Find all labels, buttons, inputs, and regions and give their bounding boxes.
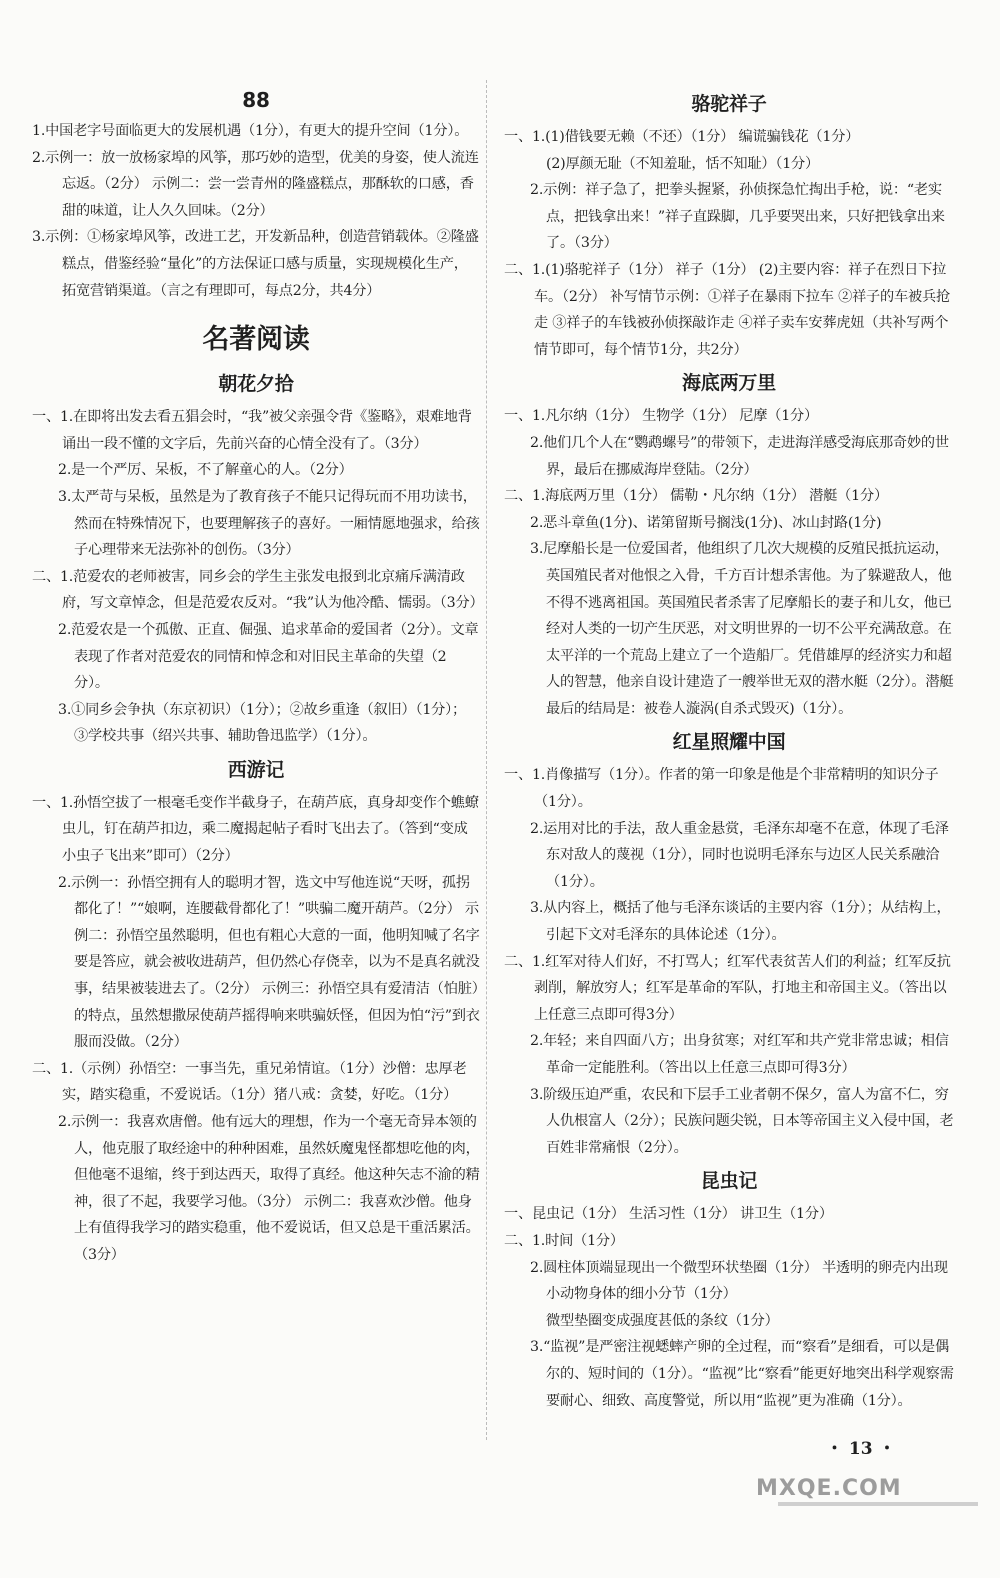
- answer-luotuo-4: 二、1.(1)骆驼祥子（1分） 祥子（1分） (2)主要内容：祥子在烈日下拉车。（2分） 补写情节示例：①祥子在暴雨下拉车 ②祥子的车被兵抢走 ③祥子的车钱被孙侦探敲诈走 ④祥子卖车安葬虎妞（共补写两个情节即可，每个情节1分，共2分）: [504, 261, 950, 358]
- answer-xiyou-1: 一、1.孙悟空拔了一根毫毛变作半截身子，在葫芦底，真身却变作个蟭蟟虫儿，钉在葫芦扣边，乘二魔揭起帖子看时飞出去了。（答到“变成小虫子飞出来”即可）（2分）: [32, 794, 479, 865]
- right-column: [504, 84, 954, 1414]
- answer-zhaohua-5: 2.范爱农是一个孤傲、正直、倔强、追求革命的爱国者（2分）。文章表现了作者对范爱农的同情和悼念和对旧民主革命的失望（2分）。: [58, 621, 479, 692]
- answer-zhaohua-6: 3.①同乡会争执（东京初识）（1分）；②故乡重逢（叙旧）（1分）；③学校共事（绍兴共事、辅助鲁迅监学）（1分）。: [58, 701, 467, 745]
- answer-kunchong-2: 二、1.时间（1分）: [504, 1232, 624, 1249]
- answer-zhaohua-3: 3.太严苛与呆板，虽然是为了教育孩子不能只记得玩而不用功读书，然而在特殊情况下，也要理解孩子的喜好。一厢情愿地强求，给孩子心理带来无法弥补的创伤。（3分）: [58, 488, 480, 559]
- answer-zhaohua-4: 二、1.范爱农的老师被害，同乡会的学生主张发电报到北京痛斥满清政府，写文章悼念，但是范爱农反对。“我”认为他冷酷、懦弱。（3分）: [32, 568, 484, 612]
- answer-haidi-3: 二、1.海底两万里（1分） 儒勒・凡尔纳（1分） 潜艇（1分）: [504, 488, 888, 505]
- answer-kunchong-5: 3.“监视”是严密注视蟋蟀产卵的全过程，而“察看”是细看，可以是偶尔的、短时间的（1分）。“监视”比“察看”能更好地突出科学观察需要耐心、细致、高度警觉，所以用“监视”更为准确（1分）。: [530, 1339, 954, 1409]
- answer-kunchong-3: 2.圆柱体顶端显现出一个微型环状垫圈（1分） 半透明的卵壳内出现小动物身体的细小分节（1分）: [530, 1259, 948, 1303]
- answer-xiyou-4: 2.示例一：我喜欢唐僧。他有远大的理想，作为一个毫无奇异本领的人，他克服了取经途中的种种困难，虽然妖魔鬼怪都想吃他的肉，但他毫不退缩，终于到达西天，取得了真经。他这种矢志不渝的精神，很了不起，我要学习他。（3分） 示例二：我喜欢沙僧。他身上有值得我学习的踏实稳重，他不爱说话，但又总是干重活累活。（3分）: [58, 1114, 480, 1263]
- answer-zhaohua-2: 2.是一个严厉、呆板，不了解童心的人。（2分）: [58, 462, 353, 479]
- answer-luotuo-2: (2)厚颜无耻（不知羞耻，恬不知耻）（1分）: [546, 155, 819, 172]
- section-title-zhaohua: 朝花夕拾: [218, 373, 294, 396]
- answer-xiyou-2: 2.示例一：孙悟空拥有人的聪明才智，选文中写他连说“天呀，孤拐都化了！”“娘啊，连腰截骨都化了！”哄骗二魔开葫芦。（2分） 示例二：孙悟空虽然聪明，但也有粗心大意的一面，他明知喊了名字要是答应，就会被收进葫芦，但仍然心存侥幸，以为不是真名就没事，结果被装进去了。（2分） 示例三：孙悟空具有爱清洁（怕脏）的特点，虽然想撒尿使葫芦摇得响来哄骗妖怪，但因为怕“污”到衣服而没做。（2分）: [58, 874, 480, 1051]
- answer-haidi-5: 3.尼摩船长是一位爱国者，他组织了几次大规模的反殖民抵抗运动，英国殖民者对他恨之入骨，千方百计想杀害他。为了躲避敌人，他不得不逃离祖国。英国殖民者杀害了尼摩船长的妻子和儿女，他已经对人类的一切产生厌恶，对文明世界的一切不公平充满敌意。在太平洋的一个荒岛上建立了一个造船厂。凭借雄厚的经济实力和超人的智慧，他亲自设计建造了一艘举世无双的潜水艇（2分）。潜艇最后的结局是：被卷人漩涡(自杀式毁灭)（1分）。: [530, 541, 954, 717]
- answer-88-1: 1.中国老字号面临更大的发展机遇（1分），有更大的提升空间（1分）。: [32, 123, 469, 139]
- answer-luotuo-1: 一、1.(1)借钱要无赖（不还）（1分） 编谎骗钱花（1分）: [504, 129, 860, 145]
- watermark-logo: MXQE.COM: [756, 1476, 902, 1501]
- watermark-bar: [778, 1502, 978, 1506]
- answer-hongxing-3: 3.从内容上，概括了他与毛泽东谈话的主要内容（1分）；从结构上，引起下文对毛泽东的具体论述（1分）。: [530, 900, 951, 944]
- answer-luotuo-3: 2.示例：祥子急了，把拳头握紧，孙侦探急忙掏出手枪，说：“老实点，把钱拿出来！”祥子直跺脚，几乎要哭出来，只好把钱拿出来了。（3分）: [530, 182, 945, 252]
- section-title-luotuo: 骆驼祥子: [691, 93, 767, 115]
- answer-zhaohua-1: 一、1.在即将出发去看五猖会时，“我”被父亲强令背《鉴略》，艰难地背诵出一段不懂的文字后，先前兴奋的心情全没有了。（3分）: [32, 409, 472, 452]
- section-title-hongxing: 红星照耀中国: [672, 731, 786, 754]
- answer-kunchong-4: 微型垫圈变成强度甚低的条纹（1分）: [546, 1312, 779, 1329]
- column-divider: [486, 80, 487, 1440]
- section-title-kunchong: 昆虫记: [700, 1170, 758, 1193]
- answer-hongxing-1: 一、1.肖像描写（1分）。作者的第一印象是他是个非常精明的知识分子（1分）。: [504, 767, 939, 811]
- answer-xiyou-3: 二、1.（示例）孙悟空：一事当先，重兄弟情谊。（1分）沙僧：忠厚老实，踏实稳重，不爱说话。（1分）猪八戒：贪婪，好吃。（1分）: [32, 1060, 467, 1104]
- answer-hongxing-4: 二、1.红军对待人们好，不打骂人；红军代表贫苦人们的利益；红军反抗剥削，解放穷人；红军是革命的军队，打地主和帝国主义。（答出以上任意三点即可得3分）: [504, 953, 951, 1023]
- section-title-xiyou: 西游记: [227, 758, 285, 781]
- answer-88-3: 3.示例：①杨家埠风筝，改进工艺，开发新品种，创造营销载体。②隆盛糕点，借鉴经验“量化”的方法保证口感与质量，实现规模化生产，拓宽营销渠道。（言之有理即可，每点2分，共4分）: [32, 229, 479, 299]
- answer-hongxing-2: 2.运用对比的手法，敌人重金悬赏，毛泽东却毫不在意，体现了毛泽东对敌人的蔑视（1分），同时也说明毛泽东与边区人民关系融洽（1分）。: [530, 820, 949, 890]
- section-title-haidi: 海底两万里: [681, 372, 776, 395]
- answer-haidi-4: 2.恶斗章鱼(1分)、诺第留斯号搁浅(1分)、冰山封路(1分): [530, 514, 882, 531]
- big-section-title: 名著阅读: [202, 324, 310, 356]
- section-title-88: 88: [242, 88, 270, 112]
- left-column: [32, 84, 484, 1269]
- page-number: ・ 13 ・: [826, 1439, 896, 1459]
- answer-88-2: 2.示例一：放一放杨家埠的风筝，那巧妙的造型，优美的身姿，使人流连忘返。（2分） 示例二：尝一尝青州的隆盛糕点，那酥软的口感，香甜的味道，让人久久回味。（2分）: [32, 149, 479, 219]
- answer-kunchong-1: 一、昆虫记（1分） 生活习性（1分） 讲卫生（1分）: [504, 1206, 833, 1223]
- answer-haidi-1: 一、1.凡尔纳（1分） 生物学（1分） 尼摩（1分）: [504, 408, 818, 425]
- answer-hongxing-5: 2.年轻；来自四面八方；出身贫寒；对红军和共产党非常忠诚；相信革命一定能胜利。（答出以上任意三点即可得3分）: [530, 1033, 949, 1076]
- answer-haidi-2: 2.他们几个人在“鹦鹉螺号”的带领下，走进海洋感受海底那奇妙的世界，最后在挪威海岸登陆。（2分）: [530, 434, 949, 478]
- answer-hongxing-6: 3.阶级压迫严重，农民和下层手工业者朝不保夕，富人为富不仁，穷人仇根富人（2分）；民族问题尖锐，日本等帝国主义入侵中国，老百姓非常痛恨（2分）。: [530, 1086, 954, 1156]
